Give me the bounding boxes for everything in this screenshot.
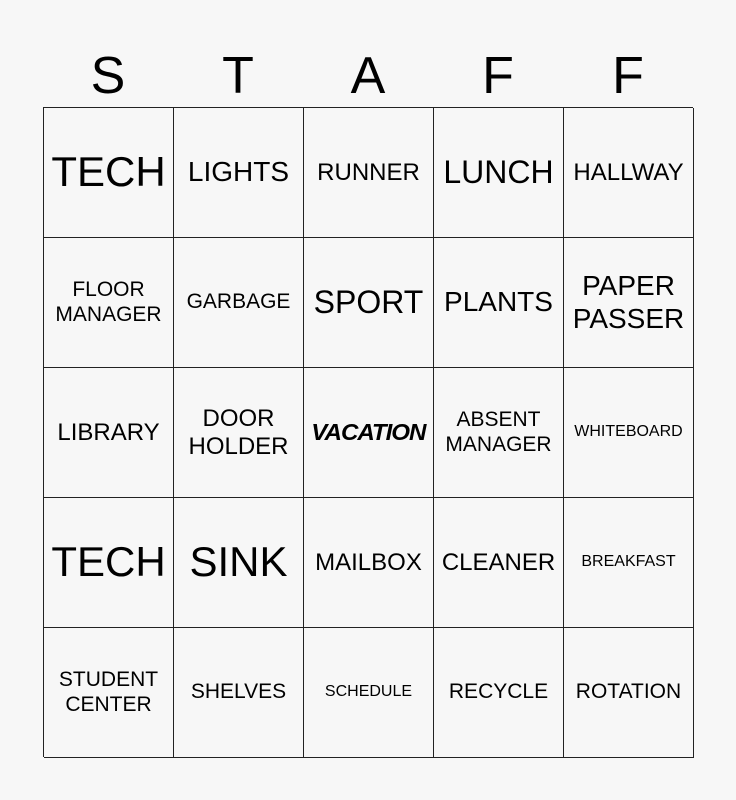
bingo-cell-label: HALLWAY (573, 158, 684, 186)
bingo-cell[interactable] (174, 628, 304, 758)
bingo-cell-free[interactable] (304, 368, 434, 498)
bingo-cell[interactable] (564, 368, 694, 498)
bingo-cell[interactable] (434, 238, 564, 368)
bingo-cell-label: TECH (51, 148, 166, 196)
bingo-cell-label: CLEANER (441, 548, 556, 576)
header-letter-s: S (90, 47, 126, 105)
bingo-cell[interactable] (434, 628, 564, 758)
bingo-cell-label: ABSENT MANAGER (445, 408, 552, 456)
bingo-cell-label: BREAKFAST (581, 553, 676, 571)
bingo-cell-label: LIBRARY (57, 418, 160, 446)
bingo-cell-label: SPORT (313, 284, 424, 321)
bingo-cell-label: GARBAGE (186, 290, 291, 314)
bingo-cell[interactable] (44, 368, 174, 498)
bingo-cell[interactable] (304, 628, 434, 758)
bingo-cell-label: LIGHTS (187, 156, 290, 188)
bingo-cell[interactable] (44, 498, 174, 628)
bingo-cell[interactable] (44, 108, 174, 238)
header-letter-f2: F (612, 47, 644, 105)
bingo-cell[interactable] (434, 368, 564, 498)
bingo-cell-label: MAILBOX (315, 548, 422, 576)
bingo-cell-label: PLANTS (444, 286, 553, 318)
bingo-cell-label: SINK (189, 538, 288, 586)
bingo-cell[interactable] (564, 108, 694, 238)
bingo-cell[interactable] (434, 108, 564, 238)
bingo-cell-label: RUNNER (317, 158, 420, 186)
bingo-cell[interactable] (304, 238, 434, 368)
bingo-cell-label: STUDENT CENTER (58, 668, 159, 716)
bingo-cell-label: LUNCH (443, 154, 554, 191)
bingo-cell[interactable] (44, 628, 174, 758)
bingo-cell[interactable] (564, 628, 694, 758)
header-letter-t: T (222, 47, 254, 105)
bingo-cell-label: WHITEBOARD (574, 423, 683, 441)
bingo-cell[interactable] (304, 108, 434, 238)
bingo-header (43, 44, 693, 108)
bingo-cell[interactable] (174, 368, 304, 498)
bingo-cell-label: PAPER PASSER (572, 270, 685, 334)
bingo-cell[interactable] (44, 238, 174, 368)
bingo-cell-label: SHELVES (190, 680, 287, 704)
bingo-cell[interactable] (304, 498, 434, 628)
bingo-cell[interactable] (564, 498, 694, 628)
header-letter-a: A (350, 47, 386, 105)
bingo-cell-label: ROTATION (575, 680, 682, 704)
bingo-cell-label: SCHEDULE (324, 683, 413, 701)
bingo-cell[interactable] (564, 238, 694, 368)
bingo-cell-label: DOOR HOLDER (188, 404, 289, 460)
bingo-grid (43, 107, 693, 757)
header-letter-f1: F (482, 47, 514, 105)
bingo-cell[interactable] (434, 498, 564, 628)
bingo-cell[interactable] (174, 238, 304, 368)
bingo-cell-label: RECYCLE (448, 680, 549, 704)
bingo-cell[interactable] (174, 108, 304, 238)
bingo-cell[interactable] (174, 498, 304, 628)
bingo-cell-label: TECH (51, 538, 166, 586)
bingo-cell-label: VACATION (311, 419, 426, 446)
bingo-cell-label: FLOOR MANAGER (55, 278, 162, 326)
